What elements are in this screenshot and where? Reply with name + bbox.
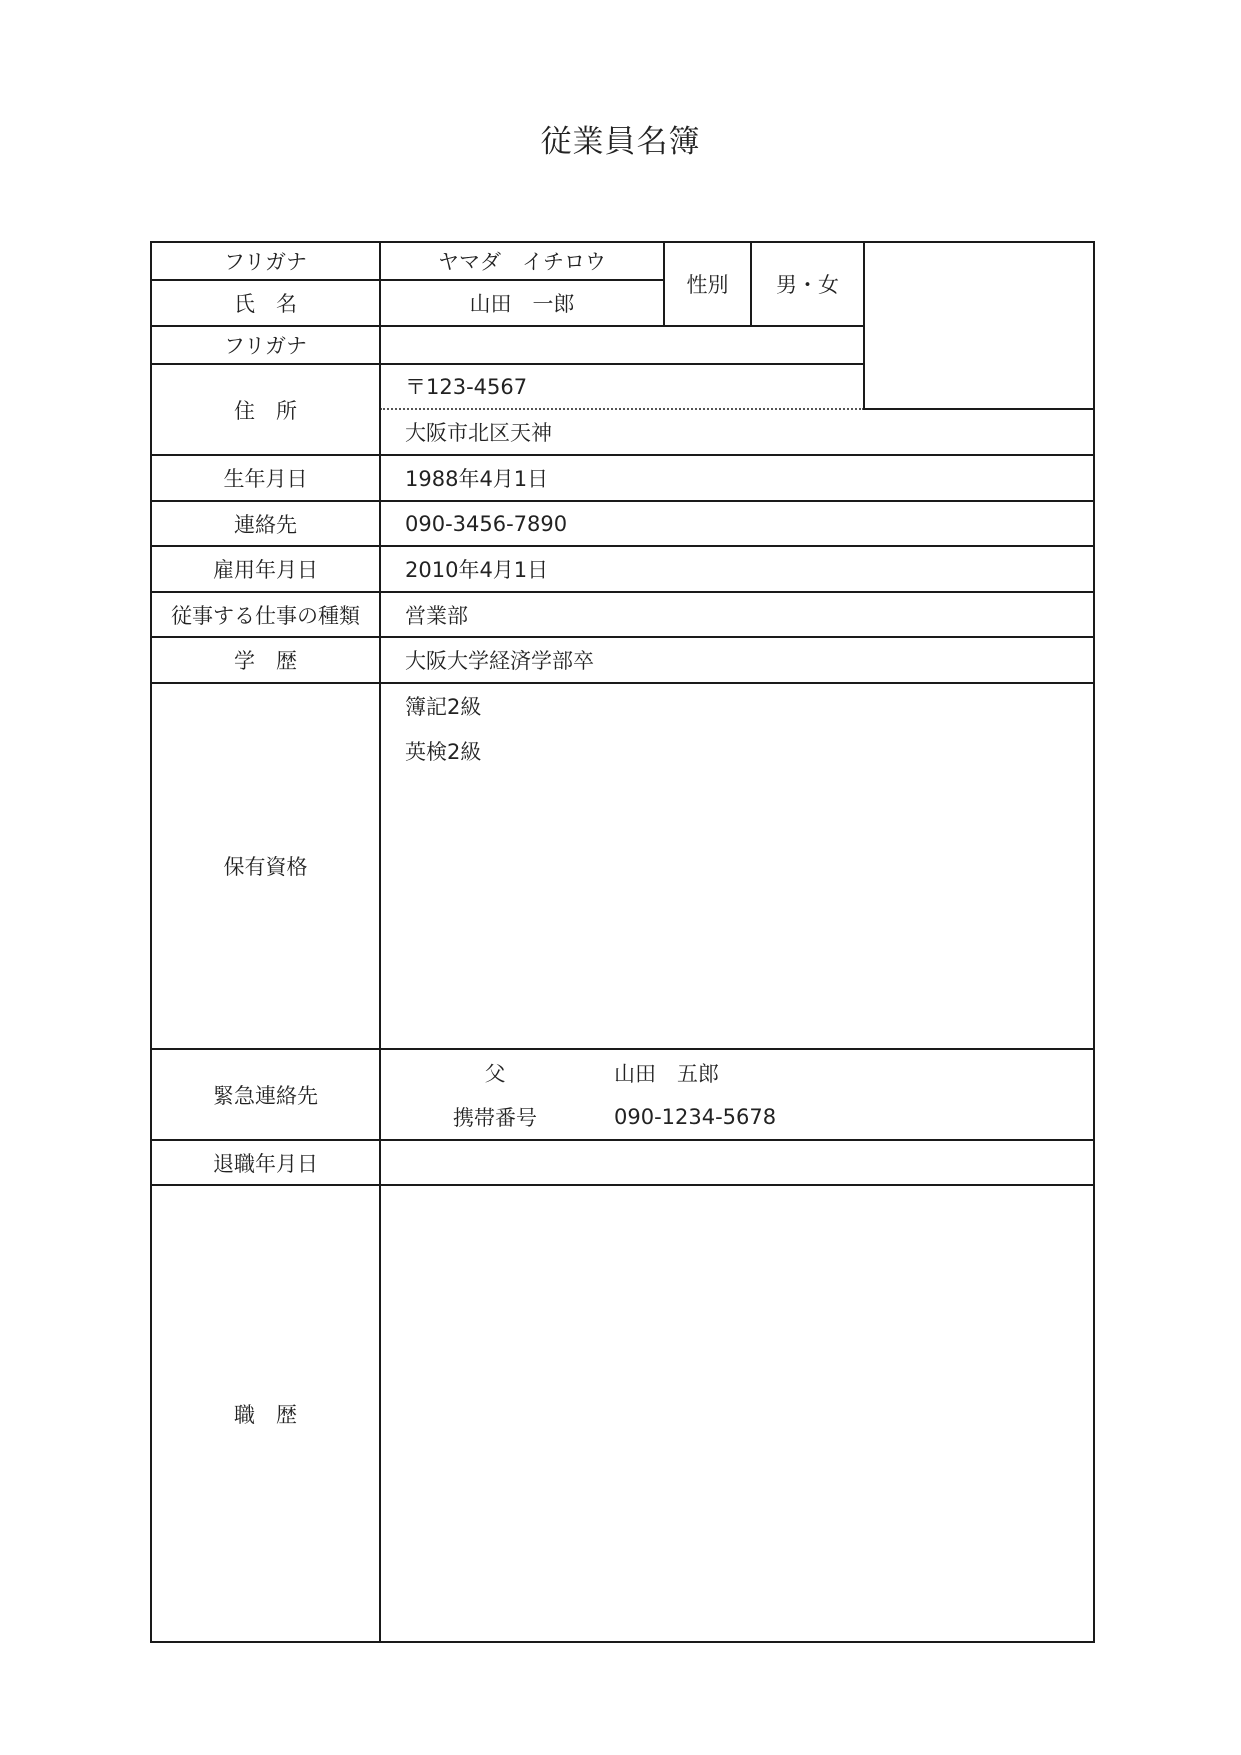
qualification-item[interactable]: 英検2級 xyxy=(405,740,482,764)
label-hire-date: 雇用年月日 xyxy=(213,558,318,582)
label-birthdate: 生年月日 xyxy=(223,467,308,491)
emergency-phone-label: 携帯番号 xyxy=(453,1106,537,1130)
gender-options[interactable]: 男・女 xyxy=(776,273,839,297)
label-emergency-contact: 緊急連絡先 xyxy=(213,1083,318,1108)
furigana-value[interactable]: ヤマダ イチロウ xyxy=(438,250,606,274)
contact-value[interactable]: 090-3456-7890 xyxy=(405,511,568,536)
postal-code-value[interactable]: 〒123-4567 xyxy=(405,375,528,399)
name-value[interactable]: 山田 一郎 xyxy=(469,292,575,316)
label-column-divider xyxy=(379,241,381,1643)
hire-date-value[interactable]: 2010年4月1日 xyxy=(405,558,549,582)
furigana-2-value[interactable] xyxy=(405,327,860,363)
career-value[interactable] xyxy=(405,1186,1085,1641)
label-qualifications: 保有資格 xyxy=(223,855,308,879)
photo-box xyxy=(865,243,1093,408)
label-name: 氏 名 xyxy=(234,292,297,316)
table-border-bottom xyxy=(150,1641,1095,1643)
education-value[interactable]: 大阪大学経済学部卒 xyxy=(405,649,594,673)
retirement-date-value[interactable] xyxy=(405,1141,1085,1184)
label-contact: 連絡先 xyxy=(234,512,297,537)
emergency-person[interactable]: 山田 五郎 xyxy=(614,1062,719,1086)
job-type-value[interactable]: 営業部 xyxy=(405,603,468,628)
qualification-item[interactable]: 簿記2級 xyxy=(405,695,482,719)
label-career: 職 歴 xyxy=(234,1402,297,1427)
address-value[interactable]: 大阪市北区天神 xyxy=(405,421,552,445)
label-gender: 性別 xyxy=(686,273,729,297)
birthdate-value[interactable]: 1988年4月1日 xyxy=(405,467,549,491)
label-education: 学 歴 xyxy=(234,649,297,673)
label-job-type: 従事する仕事の種類 xyxy=(171,603,360,628)
label-address: 住 所 xyxy=(234,398,297,423)
page-title: 従業員名簿 xyxy=(540,124,701,160)
table-border-right xyxy=(1093,241,1095,1643)
emergency-relation[interactable]: 父 xyxy=(484,1062,506,1086)
emergency-phone[interactable]: 090-1234-5678 xyxy=(614,1105,777,1129)
label-furigana-2: フリガナ xyxy=(224,334,307,358)
label-furigana: フリガナ xyxy=(224,250,307,274)
label-retirement-date: 退職年月日 xyxy=(213,1151,318,1176)
